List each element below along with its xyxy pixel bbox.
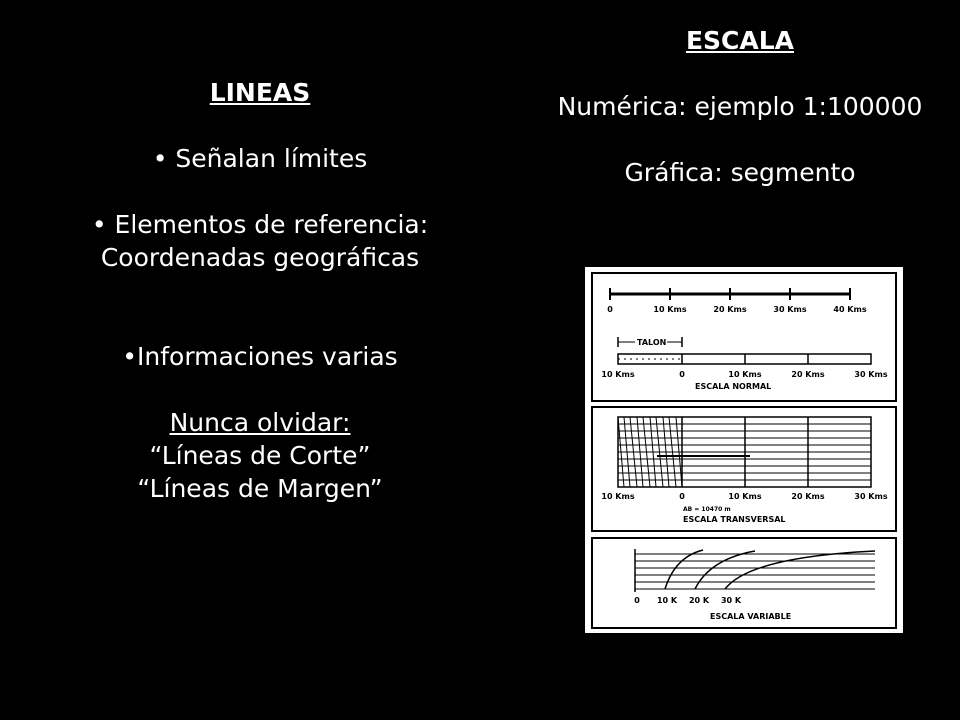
scale-diagram bbox=[585, 267, 903, 633]
normal-scale-talon bbox=[601, 337, 887, 391]
tick-label: 30 K bbox=[720, 596, 742, 605]
panel-transversal-caption: ESCALA TRANSVERSAL bbox=[683, 515, 786, 524]
tick-label: 30 Kms bbox=[854, 370, 888, 379]
escala-title: ESCALA bbox=[685, 26, 795, 55]
tick-label: 10 Kms bbox=[601, 492, 635, 501]
normal-scale-top bbox=[607, 288, 867, 314]
tick-label: 0 bbox=[679, 370, 685, 379]
tick-label: 10 Kms bbox=[653, 305, 687, 314]
tick-label: 0 bbox=[607, 305, 613, 314]
tick-label: 30 Kms bbox=[773, 305, 807, 314]
reminder-corte: “Líneas de Corte” bbox=[149, 441, 371, 470]
bullet-limites: • Señalan límites bbox=[152, 144, 368, 173]
bullet-referencia-detail: Coordenadas geográficas bbox=[100, 243, 420, 272]
escala-column bbox=[520, 24, 960, 189]
ab-distance-label: AB = 10470 m bbox=[683, 506, 731, 513]
scale-diagram-svg bbox=[585, 267, 903, 633]
reminder-title: Nunca olvidar: bbox=[169, 408, 351, 437]
tick-label: 10 Kms bbox=[728, 492, 762, 501]
tick-label: 10 Kms bbox=[728, 370, 762, 379]
tick-label: 40 Kms bbox=[833, 305, 867, 314]
bullet-referencia: • Elementos de referencia: bbox=[91, 210, 429, 239]
escala-grafica: Gráfica: segmento bbox=[624, 158, 856, 187]
bullet-informaciones: •Informaciones varias bbox=[122, 342, 398, 371]
variable-scale bbox=[634, 549, 875, 621]
tick-label: 0 bbox=[679, 492, 685, 501]
tick-label: 20 K bbox=[688, 596, 710, 605]
tick-label: 20 Kms bbox=[791, 370, 825, 379]
tick-label: 10 K bbox=[656, 596, 678, 605]
tick-label: 0 bbox=[634, 596, 640, 605]
tick-label: 30 Kms bbox=[854, 492, 888, 501]
talon-label: TALON bbox=[637, 338, 667, 347]
escala-numerica: Numérica: ejemplo 1:100000 bbox=[557, 92, 923, 121]
panel-variable-caption: ESCALA VARIABLE bbox=[710, 612, 792, 621]
tick-label: 10 Kms bbox=[601, 370, 635, 379]
reminder-margen: “Líneas de Margen” bbox=[137, 474, 383, 503]
lineas-title: LINEAS bbox=[209, 78, 311, 107]
transversal-scale bbox=[601, 417, 887, 524]
tick-label: 20 Kms bbox=[713, 305, 747, 314]
panel-normal-caption: ESCALA NORMAL bbox=[695, 382, 772, 391]
tick-label: 20 Kms bbox=[791, 492, 825, 501]
lineas-column bbox=[60, 76, 460, 505]
